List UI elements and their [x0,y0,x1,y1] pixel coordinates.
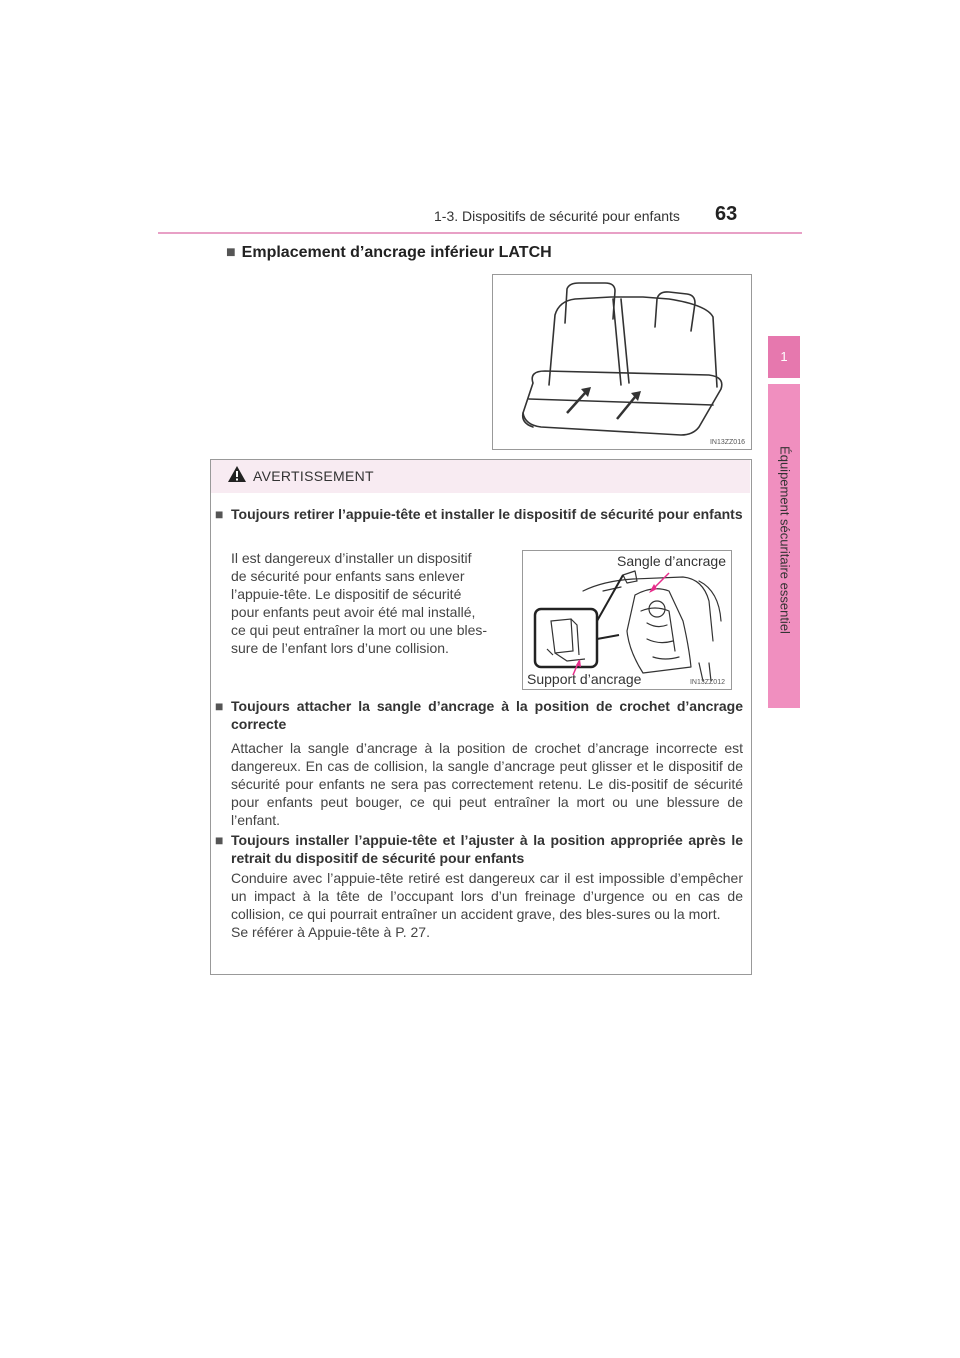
anchor-strap-label: Sangle d’ancrage [617,553,726,569]
warning-item-1-body: Il est dangereux d’installer un dispositif de sécurité pour enfants sans enlever l’appuie-tête. Le dispositif de sécurité pour enfants peut avoir été mal installé, ce qui peut entraîner la mort ou une bles- sure de l’enfant lors d’une collision. [231,550,488,656]
warning-item-1-title: ■ Toujours retirer l’appuie-tête et installer le dispositif de sécurité pour enfants [215,506,743,522]
child-seat-figure [522,550,732,690]
running-header: 1-3. Dispositifs de sécurité pour enfants [434,208,680,224]
rear-seat-figure [492,274,752,450]
warning-item-2-body: Attacher la sangle d’ancrage à la position de crochet d’ancrage incorrecte est dangereux. En cas de collision, la sangle d’ancrage peut glisser et le dispositif de sécurité pour enfants ne sera pas correctement retenu. Le dis-positif de sécurité pour enfants peut bouger, ce qui peut entraîner la mort ou une blessure de l’enfant. [231,740,743,828]
anchor-support-label: Support d’ancrage [527,671,642,687]
square-bullet-icon: ■ [215,832,224,848]
rear-seat-illustration [493,275,751,449]
square-bullet-icon: ■ [215,506,224,522]
section-title: ■ Emplacement d’ancrage inférieur LATCH [226,244,552,261]
page-number: 63 [715,203,738,225]
chapter-number: 1 [780,349,788,364]
figure-code: IN13ZZ012 [689,679,725,686]
chapter-title: Équipement sécuritaire essentiel [777,446,793,634]
warning-title: AVERTISSEMENT [253,468,374,484]
square-bullet-icon: ■ [226,244,236,261]
warning-triangle-icon [227,464,247,489]
square-bullet-icon: ■ [215,698,224,714]
warning-item-3-title: ■ Toujours installer l’appuie-tête et l’ajuster à la position appropriée après le retrait du dispositif de sécurité pour enfants [215,832,743,866]
header-rule [158,232,802,234]
warning-item-2-title: ■ Toujours attacher la sangle d’ancrage à la position de crochet d’ancrage correcte [215,698,743,732]
warning-item-3-body: Conduire avec l’appuie-tête retiré est dangereux car il est impossible d’empêcher un impact à la tête de l’occupant lors d’un freinage d’urgence ou en cas de collision, ce qui pourrait entraîner un accident grave, des bles-sures ou la mort. [231,870,743,922]
child-seat-illustration [523,551,731,689]
page-reference-link[interactable]: Se référer à Appuie-tête à P. 27. [231,924,430,940]
figure-code: IN13ZZ016 [709,439,745,446]
